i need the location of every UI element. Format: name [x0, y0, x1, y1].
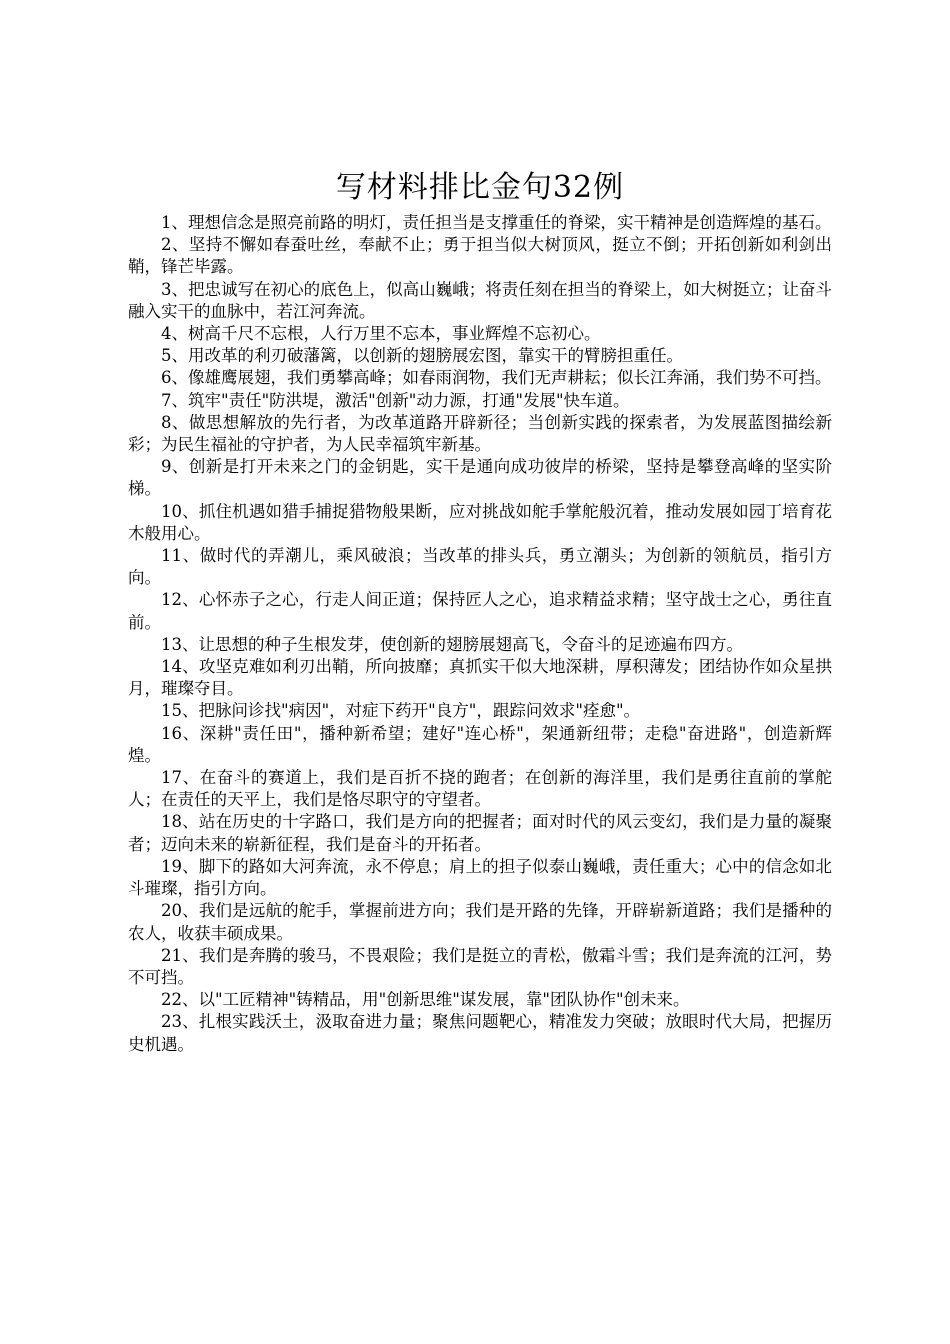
list-item: 11、做时代的弄潮儿，乘风破浪；当改革的排头兵，勇立潮头；为创新的领航员，指引方向。	[128, 546, 832, 588]
list-item: 17、在奋斗的赛道上，我们是百折不挠的跑者；在创新的海洋里，我们是勇往直前的掌舵人；在责任的天平上，我们是恪尽职守的守望者。	[128, 768, 832, 810]
list-item: 13、让思想的种子生根发芽，使创新的翅膀展翅高飞，令奋斗的足迹遍布四方。	[161, 634, 743, 654]
list-item: 5、用改革的利刃破藩篱，以创新的翅膀展宏图，靠实干的臂膀担重任。	[161, 346, 683, 366]
list-item: 14、攻坚克难如利刃出鞘，所向披靡；真抓实干似大地深耕，厚积薄发；团结协作如众星拱月，璀璨夺目。	[128, 657, 832, 699]
list-item: 2、坚持不懈如春蚕吐丝，奉献不止；勇于担当似大树顶风，挺立不倒；开拓创新如利剑出鞘，锋芒毕露。	[128, 235, 832, 277]
document-page	[128, 168, 832, 1056]
list-item: 22、以"工匠精神"铸精品，用"创新思维"谋发展，靠"团队协作"创未来。	[161, 990, 690, 1010]
list-item: 6、像雄鹰展翅，我们勇攀高峰；如春雨润物，我们无声耕耘；似长江奔涌，我们势不可挡。	[161, 368, 832, 388]
list-item: 3、把忠诚写在初心的底色上，似高山巍峨；将责任刻在担当的脊梁上，如大树挺立；让奋斗融入实干的血脉中，若江河奔流。	[128, 279, 832, 321]
list-item: 7、筑牢"责任"防洪堤，激活"创新"动力源，打通"发展"快车道。	[161, 390, 630, 410]
list-item: 18、站在历史的十字路口，我们是方向的把握者；面对时代的风云变幻，我们是力量的凝聚者；迈向未来的崭新征程，我们是奋斗的开拓者。	[128, 812, 832, 854]
list-item: 23、扎根实践沃土，汲取奋进力量；聚焦问题靶心，精准发力突破；放眼时代大局，把握历史机遇。	[128, 1012, 832, 1054]
list-item: 4、树高千尺不忘根，人行万里不忘本，事业辉煌不忘初心。	[161, 324, 601, 344]
list-item: 12、心怀赤子之心，行走人间正道；保持匠人之心，追求精益求精；坚守战士之心，勇往直前。	[128, 590, 832, 632]
list-item: 19、脚下的路如大河奔流，永不停息；肩上的担子似泰山巍峨，责任重大；心中的信念如北斗璀璨，指引方向。	[128, 856, 832, 899]
list-item: 9、创新是打开未来之门的金钥匙，实干是通向成功彼岸的桥梁，坚持是攀登高峰的坚实阶梯。	[128, 457, 832, 499]
list-item: 16、深耕"责任田"，播种新希望；建好"连心桥"，架通新纽带；走稳"奋进路"，创造新辉煌。	[128, 723, 832, 765]
list-item: 20、我们是远航的舵手，掌握前进方向；我们是开路的先锋，开辟崭新道路；我们是播种的农人，收获丰硕成果。	[128, 901, 832, 943]
list-item: 10、抓住机遇如猎手捕捉猎物般果断，应对挑战如舵手掌舵般沉着，推动发展如园丁培育花木般用心。	[128, 501, 832, 543]
sentence-list	[128, 212, 832, 1056]
list-item: 21、我们是奔腾的骏马，不畏艰险；我们是挺立的青松，傲霜斗雪；我们是奔流的江河，势不可挡。	[128, 945, 832, 987]
page-title: 写材料排比金句32例	[335, 170, 625, 205]
list-item: 1、理想信念是照亮前路的明灯，责任担当是支撑重任的脊梁，实干精神是创造辉煌的基石。	[161, 213, 832, 232]
list-item: 15、把脉问诊找"病因"，对症下药开"良方"，跟踪问效求"痊愈"。	[161, 701, 641, 721]
list-item: 8、做思想解放的先行者，为改革道路开辟新径；当创新实践的探索者，为发展蓝图描绘新彩；为民生福祉的守护者，为人民幸福筑牢新基。	[128, 412, 832, 455]
